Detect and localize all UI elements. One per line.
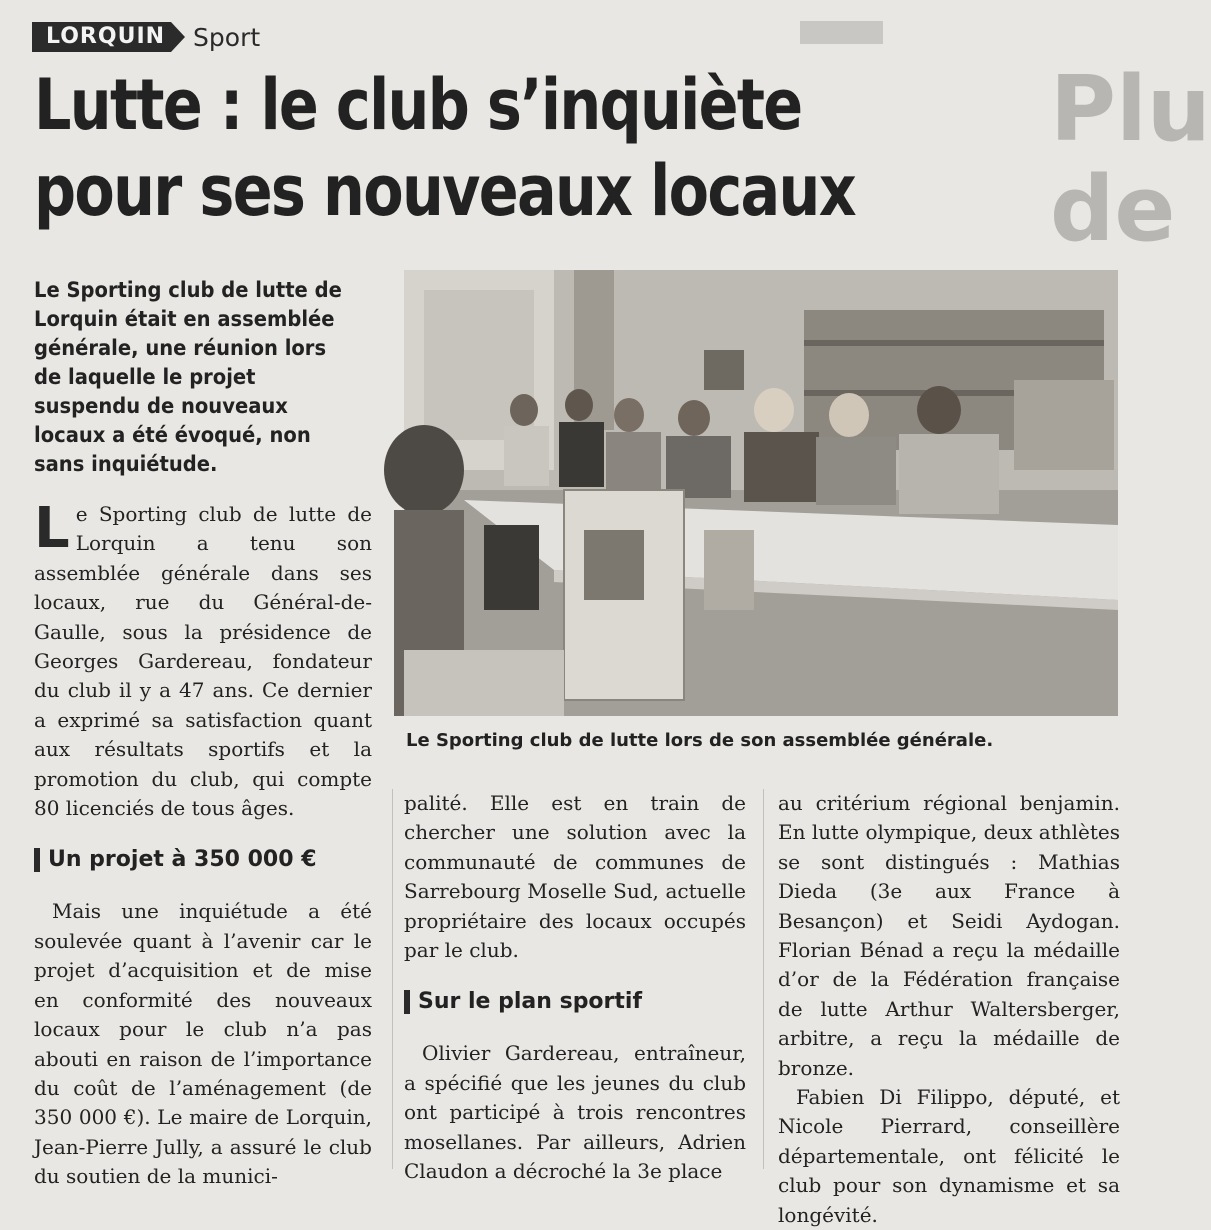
- article-kicker: [32, 20, 260, 54]
- column-2: [404, 789, 746, 1186]
- drop-cap: L: [34, 496, 70, 561]
- heading-bar: [34, 848, 40, 872]
- section-heading-sportif-text: Sur le plan sportif: [418, 989, 643, 1015]
- rubric-label: Sport: [193, 22, 261, 52]
- headline-line-2: pour ses nouveaux locaux: [34, 150, 855, 232]
- section-heading-projet: [34, 845, 372, 875]
- headline: [34, 62, 882, 234]
- headline-line-1: Lutte : le club s’inquiète: [34, 64, 802, 146]
- adjacent-kicker-faded: [760, 22, 1140, 48]
- projet-paragraph: Mais une inquiétude a été soulevée quant à l’avenir car le projet d’acquisition et de mise en conformité des nouveaux locaux pour le club n’a pas abouti en raison de l’importance du coût de l’aménagement (de 350 000 €). Le maire de Lorquin, Jean-Pierre Jully, a assuré le club du soutien de la munici-: [34, 899, 372, 1189]
- intro-paragraph: [34, 496, 372, 823]
- column-2-continuation: palité. Elle est en train de chercher une solution avec la communauté de communes de Sarrebourg Moselle Sud, actuelle propriétaire des locaux occupés par le club.: [404, 791, 746, 963]
- article-photo: [404, 270, 1118, 716]
- section-heading-projet-text: Un projet à 350 000 €: [48, 847, 317, 873]
- location-tag: LORQUIN: [32, 22, 171, 52]
- section-heading-sportif: [404, 987, 746, 1017]
- adjacent-headline-fragment: Plu de: [1050, 57, 1211, 262]
- photo-caption: Le Sporting club de lutte lors de son assemblée générale.: [406, 730, 994, 751]
- heading-bar: [404, 990, 410, 1014]
- article-lead: Le Sporting club de lutte de Lorquin était en assemblée générale, une réunion lors de laquelle le projet suspendu de nouveaux locaux a été évoqué, non sans inquiétude.: [34, 278, 342, 476]
- column-rule: [392, 789, 393, 1169]
- sportif-paragraph: Olivier Gardereau, entraîneur, a spécifié que les jeunes du club ont participé à trois rencontres mosellanes. Par ailleurs, Adrien Claudon a décroché la 3e place: [404, 1041, 746, 1184]
- column-1: [34, 496, 372, 1192]
- column-3: [778, 789, 1120, 1230]
- photo-illustration: [404, 270, 1118, 716]
- results-paragraph: au critérium régional benjamin. En lutte olympique, deux athlètes se sont distingués : Mathias Dieda (3e aux France à Besançon) et Seidi Aydogan. Florian Bénad a reçu la médaille d’or de la Fédération française de lutte Arthur Waltersberger, arbitre, a reçu la médaille de bronze.: [778, 791, 1120, 1080]
- location-tag-arrow: [171, 22, 185, 52]
- column-rule: [763, 789, 764, 1169]
- congratulations-paragraph: Fabien Di Filippo, député, et Nicole Pierrard, conseillère départementale, ont félicité le club pour son dynamisme et sa longévité.: [778, 1085, 1120, 1227]
- intro-text: e Sporting club de lutte de Lorquin a tenu son assemblée générale dans ses locaux, rue du Général-de-Gaulle, sous la présidence de Georges Gardereau, fondateur du club il y a 47 ans. Ce dernier a exprimé sa satisfaction quant aux résultats sportifs et la promotion du club, qui compte 80 licenciés de tous âges.: [34, 502, 372, 821]
